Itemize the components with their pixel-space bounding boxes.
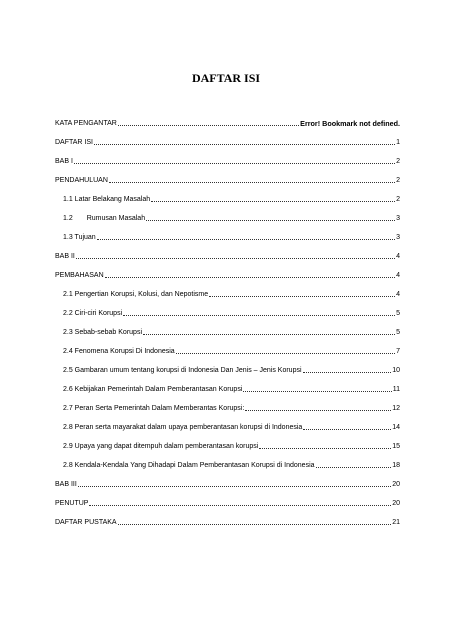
toc-entry-page: 14 <box>392 424 400 431</box>
toc-entry-label: 2.5 Gambaran umum tentang korupsi di Indonesia Dan Jenis – Jenis Korupsi <box>63 367 302 374</box>
toc-entry-page: 2 <box>396 196 400 203</box>
toc-entry-label: 2.2 Ciri-ciri Korupsi <box>63 310 123 317</box>
dot-leader <box>94 143 395 145</box>
toc-entry-page: 4 <box>396 291 400 298</box>
toc-entry-2-8-kendala[interactable] <box>55 460 400 470</box>
dot-leader <box>245 409 391 411</box>
table-of-contents <box>55 118 400 527</box>
dot-leader <box>303 371 392 373</box>
toc-entry-label: DAFTAR PUSTAKA <box>55 519 117 526</box>
toc-entry-2-1[interactable] <box>55 289 400 299</box>
dot-leader <box>109 181 395 183</box>
toc-entry-label: 2.7 Peran Serta Pemerintah Dalam Memberantas Korupsi: <box>63 405 245 412</box>
toc-entry-2-2[interactable] <box>55 308 400 318</box>
toc-entry-daftar-pustaka[interactable] <box>55 517 400 527</box>
toc-entry-label: Rumusan Masalah <box>86 215 146 222</box>
toc-entry-label: BAB III <box>55 481 77 488</box>
dot-leader <box>123 314 395 316</box>
toc-entry-label: 2.8 Peran serta mayarakat dalam upaya pemberantasan korupsi di Indonesia <box>63 424 303 431</box>
toc-entry-page: 5 <box>396 310 400 317</box>
dot-leader <box>316 466 392 468</box>
toc-entry-1-2[interactable] <box>55 213 400 223</box>
toc-entry-label: 2.6 Kebijakan Pemerintah Dalam Pemberantasan Korupsi <box>63 386 243 393</box>
toc-entry-page: 1 <box>396 139 400 146</box>
dot-leader <box>176 352 395 354</box>
toc-entry-page: 18 <box>392 462 400 469</box>
page-title: DAFTAR ISI <box>191 71 261 85</box>
toc-entry-label: PENDAHULUAN <box>55 177 108 184</box>
toc-entry-label: 2.8 Kendala-Kendala Yang Dihadapi Dalam Pemberantasan Korupsi di Indonesia <box>63 462 315 469</box>
toc-entry-bab-2[interactable] <box>55 251 400 261</box>
toc-entry-page: 15 <box>392 443 400 450</box>
toc-entry-label: PEMBAHASAN <box>55 272 104 279</box>
toc-entry-page: 3 <box>396 215 400 222</box>
toc-entry-2-7[interactable] <box>55 403 400 413</box>
toc-entry-label: 2.9 Upaya yang dapat ditempuh dalam pemberantasan korupsi <box>63 443 259 450</box>
toc-entry-2-6[interactable] <box>55 384 400 394</box>
dot-leader <box>118 124 299 126</box>
dot-leader <box>151 200 395 202</box>
toc-entry-label: 2.1 Pengertian Korupsi, Kolusi, dan Nepotisme <box>63 291 209 298</box>
toc-entry-page: 4 <box>396 253 400 260</box>
toc-entry-page: 11 <box>392 386 400 393</box>
toc-entry-bab-1[interactable] <box>55 156 400 166</box>
toc-entry-page: 3 <box>396 234 400 241</box>
toc-entry-page: 2 <box>396 158 400 165</box>
toc-entry-page: 21 <box>392 519 400 526</box>
toc-entry-2-3[interactable] <box>55 327 400 337</box>
toc-entry-label: DAFTAR ISI <box>55 139 93 146</box>
toc-entry-label: BAB I <box>55 158 73 165</box>
toc-entry-page: 20 <box>392 500 400 507</box>
toc-entry-label: 2.3 Sebab-sebab Korupsi <box>63 329 142 336</box>
toc-entry-penutup[interactable] <box>55 498 400 508</box>
toc-entry-page: 4 <box>396 272 400 279</box>
dot-leader <box>243 390 391 392</box>
toc-entry-pendahuluan[interactable] <box>55 175 400 185</box>
dot-leader <box>97 238 395 240</box>
dot-leader <box>105 276 395 278</box>
toc-entry-1-1[interactable] <box>55 194 400 204</box>
toc-entry-label: PENUTUP <box>55 500 89 507</box>
toc-entry-2-8[interactable] <box>55 422 400 432</box>
toc-entry-page: Error! Bookmark not defined. <box>300 119 400 128</box>
dot-leader <box>143 333 395 335</box>
dot-leader <box>259 447 391 449</box>
dot-leader <box>118 523 392 525</box>
toc-entry-2-4[interactable] <box>55 346 400 356</box>
toc-entry-label: 2.4 Fenomena Korupsi Di Indonesia <box>63 348 175 355</box>
toc-entry-page: 20 <box>392 481 400 488</box>
toc-entry-page: 2 <box>396 177 400 184</box>
toc-entry-label: 1.1 Latar Belakang Masalah <box>63 196 151 203</box>
dot-leader <box>89 504 391 506</box>
toc-entry-1-3[interactable] <box>55 232 400 242</box>
dot-leader <box>74 162 395 164</box>
dot-leader <box>78 485 391 487</box>
toc-entry-label: BAB II <box>55 253 75 260</box>
toc-entry-kata-pengantar[interactable] <box>55 118 400 128</box>
toc-entry-2-5[interactable] <box>55 365 400 375</box>
dot-leader <box>76 257 395 259</box>
toc-entry-page: 10 <box>392 367 400 374</box>
toc-entry-label: 1.3 Tujuan <box>63 234 96 241</box>
toc-entry-page: 5 <box>396 329 400 336</box>
toc-entry-label: KATA PENGANTAR <box>55 120 117 127</box>
dot-leader <box>209 295 395 297</box>
toc-entry-daftar-isi[interactable] <box>55 137 400 147</box>
toc-entry-pembahasan[interactable] <box>55 270 400 280</box>
toc-entry-page: 7 <box>396 348 400 355</box>
dot-leader <box>146 219 395 221</box>
dot-leader <box>303 428 391 430</box>
toc-entry-page: 12 <box>392 405 400 412</box>
toc-entry-bab-3[interactable] <box>55 479 400 489</box>
toc-entry-2-9[interactable] <box>55 441 400 451</box>
toc-entry-number: 1.2 <box>63 215 73 222</box>
